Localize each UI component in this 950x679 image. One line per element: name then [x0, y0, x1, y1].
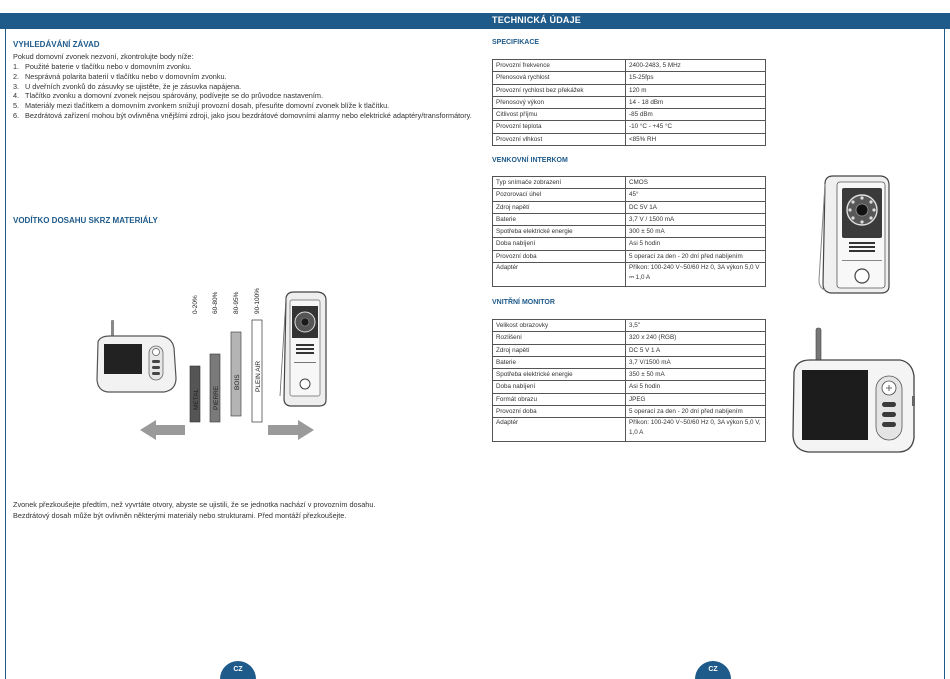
spec-value: -10 °C - +45 °C	[626, 121, 766, 133]
spec-label: Baterie	[493, 213, 626, 225]
spec-label: Provozní rychlost bez překážek	[493, 84, 626, 96]
spec-label: Provozní vlhkost	[493, 133, 626, 145]
spec-label: Adaptér	[493, 418, 626, 442]
material-name: PIERRE	[213, 385, 220, 410]
table-row	[493, 84, 766, 96]
troubleshoot-list	[13, 62, 473, 121]
material-name: PLEIN AIR	[255, 360, 262, 392]
arrow-right-icon	[268, 420, 314, 440]
indoor-heading: VNITŘNÍ MONITOR	[492, 299, 555, 306]
table-row	[493, 189, 766, 201]
material-name: METAL	[193, 388, 200, 410]
spec-label: Spotřeba elektrické energie	[493, 226, 626, 238]
table-row	[493, 109, 766, 121]
spec-label: Provozní frekvence	[493, 60, 626, 72]
spec-value: DC 5 V 1 A	[626, 344, 766, 356]
spec-value: -85 dBm	[626, 109, 766, 121]
spec-label: Pozorovací úhel	[493, 189, 626, 201]
table-row	[493, 238, 766, 250]
arrow-left-icon	[140, 420, 185, 440]
spec-label: Adaptér	[493, 263, 626, 287]
header-title: TECHNICKÁ ÚDAJE	[492, 15, 582, 25]
footer-line: Zvonek přezkoušejte předtím, než vyvrtáte otvory, abyste se ujistili, že se jednotka nachází v provozním dosahu.	[13, 500, 376, 509]
spec-label: Velikost obrazovky	[493, 320, 626, 332]
spec-value: Asi 5 hodin	[626, 238, 766, 250]
spec-label: Provozní doba	[493, 250, 626, 262]
outdoor-heading: VENKOVNÍ INTERKOM	[492, 157, 568, 164]
table-row	[493, 320, 766, 332]
frame-line-right	[944, 29, 945, 679]
spec-value: DC 5V 1A	[626, 201, 766, 213]
material-percent: 90-100%	[254, 287, 261, 314]
spec-value: 2400-2483, 5 MHz	[626, 60, 766, 72]
list-item: 1. Použité baterie v tlačítku nebo v domovním zvonku.	[13, 62, 192, 71]
table-row	[493, 133, 766, 145]
spec-label: Provozní teplota	[493, 121, 626, 133]
table-row	[493, 369, 766, 381]
material-bar-bois	[231, 332, 241, 416]
spec-label: Provozní doba	[493, 406, 626, 418]
spec-label: Zdroj napětí	[493, 201, 626, 213]
table-row	[493, 332, 766, 344]
table-row	[493, 121, 766, 133]
material-percent: 0-20%	[192, 295, 199, 314]
spec-value: 350 ± 50 mA	[626, 369, 766, 381]
spec-value: 320 x 240 (RGB)	[626, 332, 766, 344]
table-row	[493, 201, 766, 213]
spec-label: Doba nabíjení	[493, 381, 626, 393]
table-row	[493, 356, 766, 368]
frame-line-left	[5, 29, 6, 679]
list-item: 5. Materiály mezi tlačítkem a domovním zvonkem snižují provozní dosah, přesuňte domovní zvonek blíže k tlačítku.	[13, 101, 390, 111]
spec-label: Baterie	[493, 356, 626, 368]
spec-label: Typ snímače zobrazení	[493, 177, 626, 189]
table-row	[493, 263, 766, 287]
material-name: BOIS	[234, 374, 241, 390]
spec-label: Doba nabíjení	[493, 238, 626, 250]
spec-value: 120 m	[626, 84, 766, 96]
intercom-illustration	[280, 292, 326, 406]
spec-table	[492, 59, 766, 146]
table-row	[493, 72, 766, 84]
spec-label: Formát obrazu	[493, 393, 626, 405]
spec-label: Zdroj napětí	[493, 344, 626, 356]
spec-value: CMOS	[626, 177, 766, 189]
material-percent: 80-95%	[233, 291, 240, 314]
spec-value: 300 ± 50 mA	[626, 226, 766, 238]
spec-value: 14 - 18 dBm	[626, 96, 766, 108]
table-row	[493, 213, 766, 225]
range-diagram	[90, 280, 330, 450]
table-row	[493, 177, 766, 189]
table-row	[493, 393, 766, 405]
spec-value: 5 operací za den - 20 dní před nabíjením	[626, 406, 766, 418]
page-label-right: CZ	[695, 661, 731, 679]
table-row	[493, 344, 766, 356]
list-item: 4. Tlačítko zvonku a domovní zvonek nejsou spárovány, podívejte se do průvodce nastavením.	[13, 91, 323, 101]
table-row	[493, 250, 766, 262]
indoor-table	[492, 319, 766, 442]
table-row	[493, 96, 766, 108]
spec-value: 3,5"	[626, 320, 766, 332]
table-row	[493, 381, 766, 393]
table-row	[493, 60, 766, 72]
spec-label: Přenosová rychlost	[493, 72, 626, 84]
spec-value: 3,7 V/1500 mA	[626, 356, 766, 368]
spec-label: Přenosový výkon	[493, 96, 626, 108]
intercom-photo	[815, 172, 895, 298]
page-label-left: CZ	[220, 661, 256, 679]
spec-heading: SPECIFIKACE	[492, 39, 540, 46]
spec-value: Příkon: 100-240 V~50/60 Hz 0, 3A výkon 5,0 V ⎓ 1,0 A	[626, 263, 766, 287]
spec-value: 45°	[626, 189, 766, 201]
table-row	[493, 406, 766, 418]
table-row	[493, 418, 766, 442]
spec-value: 3,7 V / 1500 mA	[626, 213, 766, 225]
outdoor-table	[492, 176, 766, 287]
spec-label: Citlivost příjmu	[493, 109, 626, 121]
monitor-illustration	[97, 320, 176, 392]
list-item: 2. Nesprávná polarita baterií v tlačítku nebo v domovním zvonku.	[13, 71, 227, 81]
troubleshoot-intro: Pokud domovní zvonek nezvoní, zkontrolujte body níže:	[13, 52, 194, 61]
spec-value: 5 operací za den - 20 dní před nabíjením	[626, 250, 766, 262]
spec-value: 15-25fps	[626, 72, 766, 84]
table-row	[493, 226, 766, 238]
header-bar	[0, 13, 950, 29]
spec-value: Asi 5 hodin	[626, 381, 766, 393]
monitor-photo	[788, 326, 918, 456]
material-percent: 60-80%	[212, 291, 219, 314]
footer-line: Bezdrátový dosah může být ovlivněn některými materiály nebo strukturami. Před montáží přezkoušejte.	[13, 511, 347, 520]
range-heading: VODÍTKO DOSAHU SKRZ MATERIÁLY	[13, 216, 158, 225]
spec-label: Spotřeba elektrické energie	[493, 369, 626, 381]
troubleshoot-heading: VYHLEDÁVÁNÍ ZÁVAD	[13, 40, 100, 49]
list-item: 3. U dveřních zvonků do zásuvky se ujistěte, že je zásuvka napájena.	[13, 81, 242, 91]
spec-value: Příkon: 100-240 V~50/60 Hz 0, 3A výkon 5,0 V, 1,0 A	[626, 418, 766, 442]
spec-value: <85% RH	[626, 133, 766, 145]
list-item: 6. Bezdrátová zařízení mohou být ovlivněna vnějšími zdroji, jako jsou bezdrátové domovními alarmy nebo elektrické adaptéry/transformátory.	[13, 110, 472, 120]
spec-label: Rozlišení	[493, 332, 626, 344]
spec-value: JPEG	[626, 393, 766, 405]
